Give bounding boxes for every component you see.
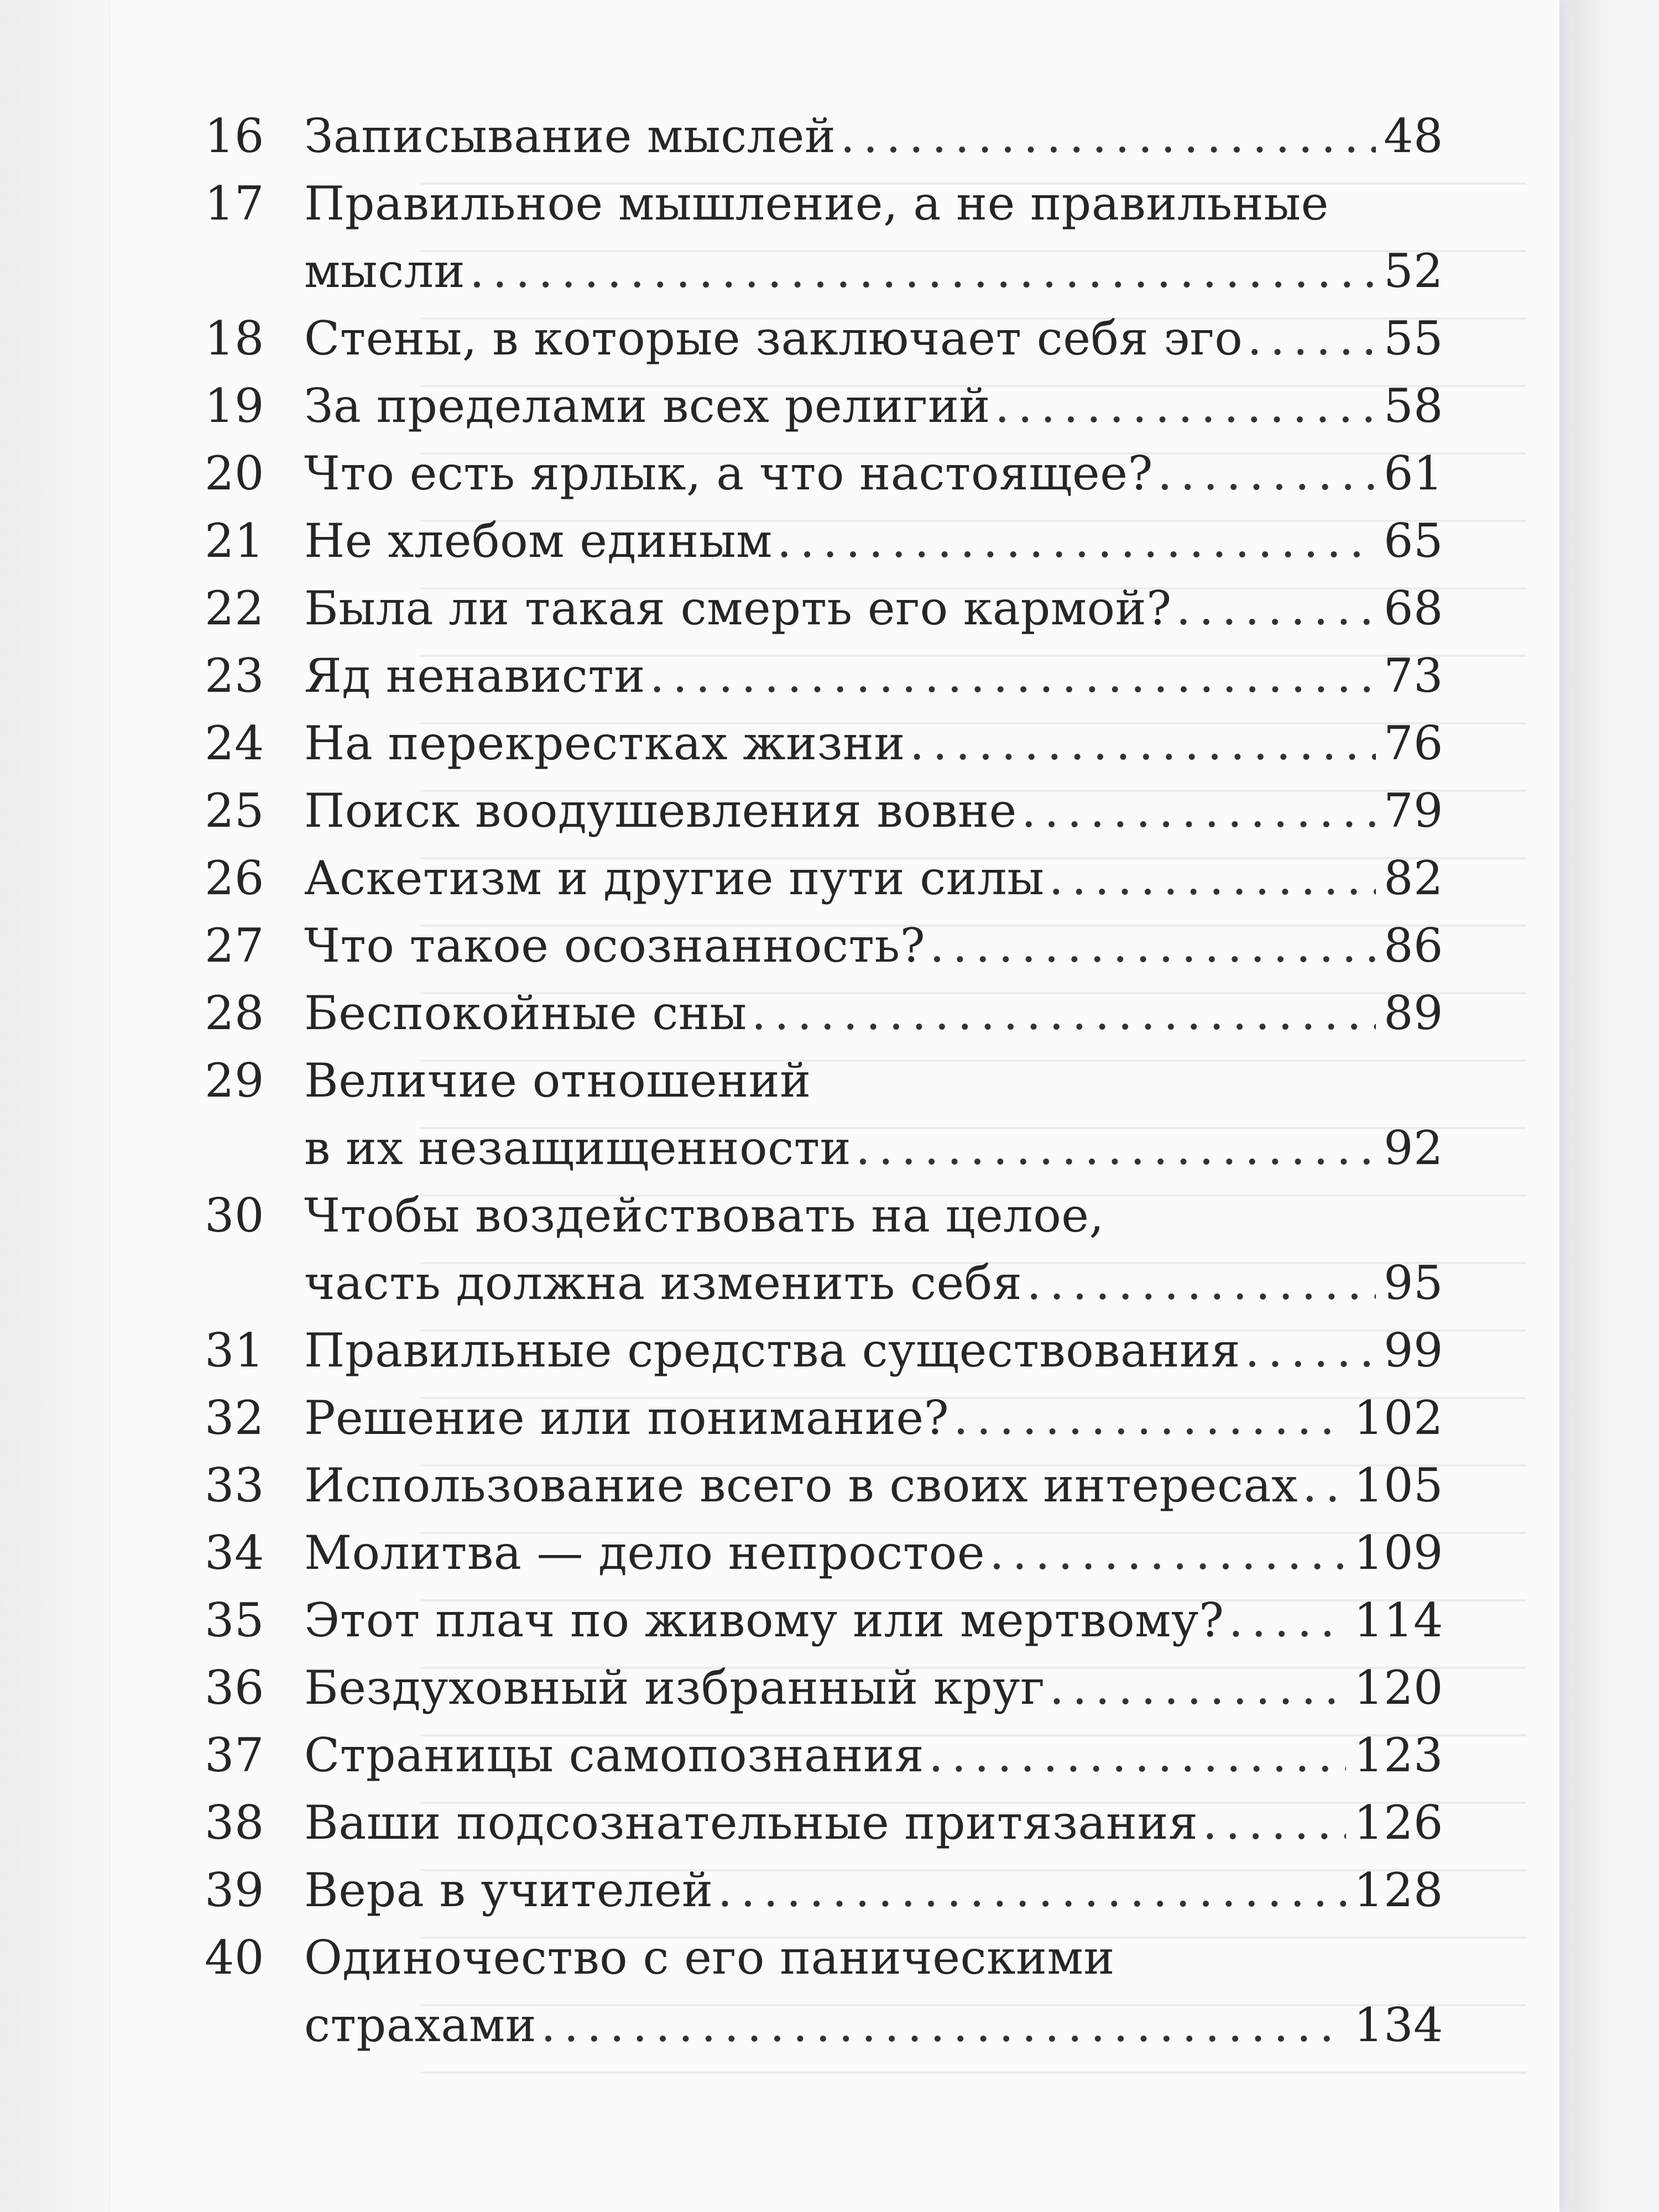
chapter-number: 18: [205, 311, 264, 366]
toc-entry: [205, 372, 1443, 440]
chapter-title: часть должна изменить себя: [304, 1256, 1022, 1310]
toc-entry: [205, 1317, 1443, 1384]
dot-leader: [718, 1856, 1346, 1924]
toc-entry: [205, 507, 1443, 575]
chapter-title-final-line: [304, 1856, 1443, 1924]
chapter-title: Была ли такая смерть его кармой?: [304, 581, 1172, 635]
chapter-title-final-line: [304, 237, 1443, 305]
chapter-title-block: [304, 507, 1443, 575]
page-number: 68: [1384, 581, 1443, 635]
chapter-number: 22: [205, 581, 264, 635]
chapter-title: Поиск воодушевления вовне: [304, 784, 1017, 838]
chapter-number: 23: [205, 649, 264, 703]
page-number: 73: [1384, 649, 1443, 703]
toc-entry: [205, 305, 1443, 372]
chapter-title-final-line: [304, 1384, 1443, 1452]
chapter-title-final-line: [304, 844, 1443, 912]
chapter-title-block: [304, 372, 1443, 440]
chapter-title-final-line: [304, 777, 1443, 844]
dot-leader: [1026, 1249, 1376, 1317]
chapter-title: Стены, в которые заключает себя эго: [304, 311, 1243, 366]
chapter-title-block: [304, 102, 1443, 170]
toc-entry: [205, 1519, 1443, 1587]
dot-leader: [910, 709, 1376, 777]
toc-entry: [205, 777, 1443, 844]
page-number: 82: [1384, 851, 1443, 905]
chapter-number: 38: [205, 1796, 264, 1850]
chapter-number: 25: [205, 784, 264, 838]
toc-entry: [205, 1384, 1443, 1452]
chapter-title-block: [304, 305, 1443, 372]
chapter-number: 27: [205, 919, 264, 973]
chapter-title-final-line: [304, 979, 1443, 1047]
chapter-title-block: [304, 1654, 1443, 1721]
toc-entry: [205, 575, 1443, 642]
chapter-number: 19: [205, 379, 264, 433]
chapter-title-final-line: [304, 1452, 1443, 1519]
dot-leader: [1050, 1654, 1347, 1721]
chapter-number: 28: [205, 986, 264, 1040]
chapter-number: 29: [205, 1053, 264, 1108]
chapter-title: Страницы самопознания: [304, 1728, 925, 1782]
page-number: 102: [1354, 1391, 1443, 1445]
toc-entry: [205, 1789, 1443, 1856]
chapter-title-final-line: [304, 507, 1443, 575]
chapter-title-block: [304, 1924, 1443, 2059]
toc-entry: [205, 1924, 1443, 2059]
toc-entry: [205, 1047, 1443, 1182]
chapter-title-final-line: [304, 305, 1443, 372]
chapter-title: Правильные средства существования: [304, 1323, 1241, 1378]
dot-leader: [1021, 777, 1376, 844]
chapter-title-block: [304, 1182, 1443, 1317]
page-number: 134: [1354, 1998, 1443, 2052]
dot-leader: [1245, 1317, 1376, 1384]
toc-entry: [205, 102, 1443, 170]
toc-entry: [205, 709, 1443, 777]
page-number: 114: [1354, 1593, 1443, 1647]
chapter-title-final-line: [304, 575, 1443, 642]
chapter-title: Молитва — дело непростое: [304, 1526, 985, 1580]
dot-leader: [989, 1519, 1346, 1587]
chapter-title-line: Одиночество с его паническими: [304, 1931, 1115, 1985]
page-number: 86: [1384, 919, 1443, 973]
dot-leader: [1228, 1587, 1346, 1654]
chapter-title: Беспокойные сны: [304, 986, 747, 1040]
chapter-title: в их незащищенности: [304, 1121, 852, 1175]
dot-leader: [995, 372, 1376, 440]
chapter-title: Бездуховный избранный круг: [304, 1661, 1045, 1715]
chapter-title-line: Величие отношений: [304, 1053, 811, 1108]
chapter-title-block: [304, 1047, 1443, 1182]
chapter-title-final-line: [304, 1587, 1443, 1654]
page-number: 105: [1354, 1458, 1443, 1512]
dot-leader: [1202, 1789, 1346, 1856]
dot-leader: [930, 912, 1376, 979]
toc-entry: [205, 1182, 1443, 1317]
chapter-title: Этот плач по живому или мертвому?: [304, 1593, 1224, 1647]
dot-leader: [1302, 1452, 1346, 1519]
chapter-title-final-line: [304, 1721, 1443, 1789]
page-number: 126: [1354, 1796, 1443, 1850]
dot-leader: [777, 507, 1376, 575]
page-number: 48: [1384, 109, 1443, 163]
chapter-title-line: Правильное мышление, а не правильные: [304, 176, 1329, 231]
chapter-title-block: [304, 1789, 1443, 1856]
toc-entry: [205, 440, 1443, 507]
chapter-title-final-line: [304, 1519, 1443, 1587]
chapter-title-block: [304, 1317, 1443, 1384]
chapter-title-block: [304, 1721, 1443, 1789]
chapter-number: 40: [205, 1931, 264, 1985]
page-number: 52: [1384, 244, 1443, 298]
chapter-number: 16: [205, 109, 264, 163]
chapter-title-final-line: [304, 642, 1443, 709]
chapter-number: 20: [205, 446, 264, 500]
chapter-title-block: [304, 1587, 1443, 1654]
dot-leader: [752, 979, 1376, 1047]
dot-leader: [1247, 305, 1376, 372]
dot-leader: [1176, 575, 1376, 642]
chapter-number: 17: [205, 176, 264, 231]
toc-entry: [205, 1452, 1443, 1519]
chapter-number: 34: [205, 1526, 264, 1580]
chapter-number: 32: [205, 1391, 264, 1445]
chapter-title-block: [304, 1452, 1443, 1519]
chapter-title-block: [304, 170, 1443, 305]
page-number: 99: [1384, 1323, 1443, 1378]
page-number: 120: [1354, 1661, 1443, 1715]
dot-leader: [953, 1384, 1346, 1452]
chapter-title-final-line: [304, 709, 1443, 777]
chapter-title: Записывание мыслей: [304, 109, 836, 163]
chapter-title-final-line: [304, 102, 1443, 170]
toc-entry: [205, 1587, 1443, 1654]
toc-entry: [205, 844, 1443, 912]
page-number: 92: [1384, 1121, 1443, 1175]
chapter-title: мысли: [304, 244, 466, 298]
page-number: 61: [1384, 446, 1443, 500]
chapter-title-block: [304, 844, 1443, 912]
chapter-title-line: Чтобы воздействовать на целое,: [304, 1188, 1104, 1243]
chapter-number: 37: [205, 1728, 264, 1782]
chapter-number: 39: [205, 1863, 264, 1917]
page-number: 95: [1384, 1256, 1443, 1310]
chapter-title: Использование всего в своих интересах: [304, 1458, 1298, 1512]
toc-entry: [205, 979, 1443, 1047]
chapter-title-final-line: [304, 1654, 1443, 1721]
chapter-title-block: [304, 1384, 1443, 1452]
table-of-contents: [205, 102, 1443, 2059]
chapter-title: Не хлебом единым: [304, 514, 773, 568]
chapter-title-final-line: [304, 440, 1443, 507]
page-number: 123: [1354, 1728, 1443, 1782]
page-number: 55: [1384, 311, 1443, 366]
chapter-number: 26: [205, 851, 264, 905]
page-number: 58: [1384, 379, 1443, 433]
chapter-title: страхами: [304, 1998, 537, 2052]
chapter-title-final-line: [304, 1317, 1443, 1384]
toc-entry: [205, 1654, 1443, 1721]
dot-leader: [650, 642, 1376, 709]
chapter-title-final-line: [304, 1249, 1443, 1317]
chapter-title-final-line: [304, 912, 1443, 979]
chapter-number: 24: [205, 716, 264, 770]
dot-leader: [840, 102, 1376, 170]
chapter-number: 33: [205, 1458, 264, 1512]
chapter-number: 36: [205, 1661, 264, 1715]
dot-leader: [541, 1991, 1346, 2059]
dot-leader: [855, 1114, 1376, 1182]
chapter-title-final-line: [304, 1789, 1443, 1856]
page-number: 65: [1384, 514, 1443, 568]
toc-entry: [205, 1721, 1443, 1789]
chapter-title-final-line: [304, 372, 1443, 440]
chapter-title: Что такое осознанность?: [304, 919, 926, 973]
toc-entry: [205, 1856, 1443, 1924]
page-number: 109: [1354, 1526, 1443, 1580]
dot-leader: [1049, 844, 1376, 912]
chapter-title-block: [304, 912, 1443, 979]
page-number: 89: [1384, 986, 1443, 1040]
chapter-title-block: [304, 1519, 1443, 1587]
chapter-title: Что есть ярлык, а что настоящее?: [304, 446, 1153, 500]
page-number: 76: [1384, 716, 1443, 770]
chapter-number: 21: [205, 514, 264, 568]
chapter-title-block: [304, 979, 1443, 1047]
chapter-number: 35: [205, 1593, 264, 1647]
chapter-title: Ваши подсознательные притязания: [304, 1796, 1198, 1850]
chapter-title: Аскетизм и другие пути силы: [304, 851, 1045, 905]
chapter-title-block: [304, 575, 1443, 642]
chapter-title-block: [304, 777, 1443, 844]
chapter-title: На перекрестках жизни: [304, 716, 905, 770]
chapter-title: За пределами всех религий: [304, 379, 990, 433]
chapter-number: 31: [205, 1323, 264, 1378]
chapter-title-block: [304, 440, 1443, 507]
chapter-title: Вера в учителей: [304, 1863, 713, 1917]
page-number: 79: [1384, 784, 1443, 838]
dot-leader: [469, 237, 1376, 305]
chapter-title-block: [304, 1856, 1443, 1924]
toc-entry: [205, 642, 1443, 709]
chapter-title-final-line: [304, 1114, 1443, 1182]
toc-entry: [205, 912, 1443, 979]
chapter-title-block: [304, 642, 1443, 709]
chapter-title: Решение или понимание?: [304, 1391, 950, 1445]
chapter-title-final-line: [304, 1991, 1443, 2059]
chapter-number: 30: [205, 1188, 264, 1243]
chapter-title: Яд ненависти: [304, 649, 645, 703]
toc-entry: [205, 170, 1443, 305]
chapter-title-block: [304, 709, 1443, 777]
dot-leader: [928, 1721, 1346, 1789]
page-number: 128: [1354, 1863, 1443, 1917]
dot-leader: [1157, 440, 1376, 507]
